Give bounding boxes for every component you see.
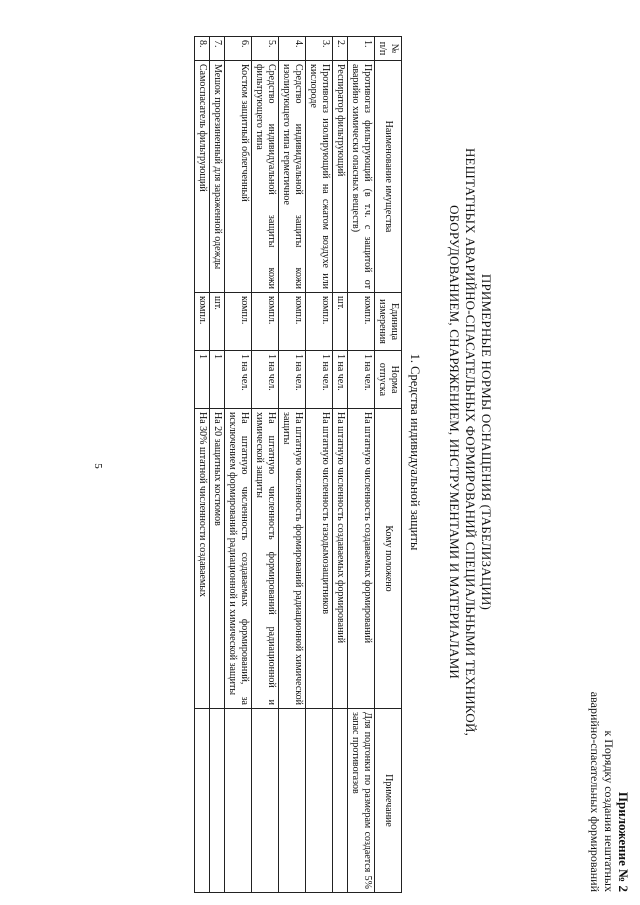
cell-name: Мешок прорезиненный для зараженной одежды — [210, 61, 225, 293]
table-row — [279, 37, 306, 893]
header-num: № п/п — [375, 37, 402, 61]
title-line-3: ОБОРУДОВАНИЕМ, СНАРЯЖЕНИЕМ, ИНСТРУМЕНТАМИ И МАТЕРИАЛАМИ — [447, 205, 462, 679]
cell-who: На штатную численность формирований радиационной и химической защиты — [252, 409, 279, 709]
cell-norm: 1 на чел. — [348, 351, 375, 409]
cell-num: 8. — [195, 37, 210, 61]
table-header-row — [375, 37, 402, 893]
header-who: Кому положено — [375, 409, 402, 709]
cell-note: Для подгонки по размерам создается 5% запас противогазов — [348, 709, 375, 893]
table-row — [252, 37, 279, 893]
page-number: 5 — [92, 463, 104, 469]
cell-who: На штатную численность газодымозащитников — [306, 409, 333, 709]
cell-name: Противогаз фильтрующий (в т.ч. с защитой от аварийно химически опасных веществ) — [348, 61, 375, 293]
cell-unit: компл. — [225, 293, 252, 351]
header-note: Примечание — [375, 709, 402, 893]
appendix-line-2: аварийно-спасательных формирований — [588, 691, 602, 892]
title-line-1: ПРИМЕРНЫЕ НОРМЫ ОСНАЩЕНИЯ (ТАБЕЛИЗАЦИИ) — [479, 273, 494, 611]
cell-norm: 1 на чел. — [252, 351, 279, 409]
cell-note — [306, 709, 333, 893]
table-row — [333, 37, 348, 893]
header-name: Наименование имущества — [375, 61, 402, 293]
cell-norm: 1 на чел. — [333, 351, 348, 409]
cell-name: Противогаз изолирующий на сжатом воздухе или кислороде — [306, 61, 333, 293]
cell-note — [210, 709, 225, 893]
cell-note — [195, 709, 210, 893]
cell-note — [252, 709, 279, 893]
title-line-2: НЕШТАТНЫХ АВАРИЙНО-СПАСАТЕЛЬНЫХ ФОРМИРОВАНИЙ СПЕЦИАЛЬНЫМИ ТЕХНИКОЙ, — [463, 147, 478, 737]
cell-num: 6. — [225, 37, 252, 61]
cell-num: 7. — [210, 37, 225, 61]
appendix-number: Приложение № 2 — [616, 791, 631, 892]
cell-note — [279, 709, 306, 893]
cell-unit: компл. — [252, 293, 279, 351]
cell-name: Средство индивидуальной защиты кожи изолирующего типа герметичное — [279, 61, 306, 293]
cell-norm: 1 — [195, 351, 210, 409]
rotated-document — [12, 12, 632, 892]
cell-unit: шт. — [333, 293, 348, 351]
cell-norm: 1 на чел. — [306, 351, 333, 409]
cell-norm: 1 на чел. — [225, 351, 252, 409]
cell-note — [333, 709, 348, 893]
document-title — [446, 12, 494, 872]
cell-num: 2. — [333, 37, 348, 61]
equipment-table — [194, 36, 402, 893]
cell-unit: компл. — [348, 293, 375, 351]
cell-unit: компл. — [195, 293, 210, 351]
cell-num: 3. — [306, 37, 333, 61]
cell-norm: 1 на чел. — [279, 351, 306, 409]
cell-who: На 20 защитных костюмов — [210, 409, 225, 709]
cell-name: Самоспасатель фильтрующий — [195, 61, 210, 293]
cell-who: На штатную численность создаваемых формирований — [333, 409, 348, 709]
table-row — [210, 37, 225, 893]
cell-name: Респиратор фильтрующий — [333, 61, 348, 293]
cell-unit: компл. — [306, 293, 333, 351]
cell-note — [225, 709, 252, 893]
table-row — [348, 37, 375, 893]
cell-unit: шт. — [210, 293, 225, 351]
cell-num: 5. — [252, 37, 279, 61]
cell-num: 1. — [348, 37, 375, 61]
cell-norm: 1 — [210, 351, 225, 409]
table-row — [306, 37, 333, 893]
header-norm: Норма отпуска — [375, 351, 402, 409]
cell-name: Средство индивидуальной защиты кожи фильтрующего типа — [252, 61, 279, 293]
header-unit: Единица измерения — [375, 293, 402, 351]
cell-num: 4. — [279, 37, 306, 61]
cell-who: На штатную численность создаваемых формирований, за исключением формирований радиационной и химической защиты — [225, 409, 252, 709]
cell-name: Костюм защитный облегченный — [225, 61, 252, 293]
cell-who: На штатную численность формирований радиационной химической защиты — [279, 409, 306, 709]
section-title: 1. Средства индивидуальной защиты — [408, 353, 422, 551]
cell-unit: компл. — [279, 293, 306, 351]
table-row — [225, 37, 252, 893]
table-row — [195, 37, 210, 893]
appendix-line-1: к Порядку создания нештатных — [602, 730, 616, 892]
cell-who: На штатную численность создаваемых формирований — [348, 409, 375, 709]
cell-who: На 30% штатной численности создаваемых — [195, 409, 210, 709]
appendix-header — [588, 452, 630, 892]
